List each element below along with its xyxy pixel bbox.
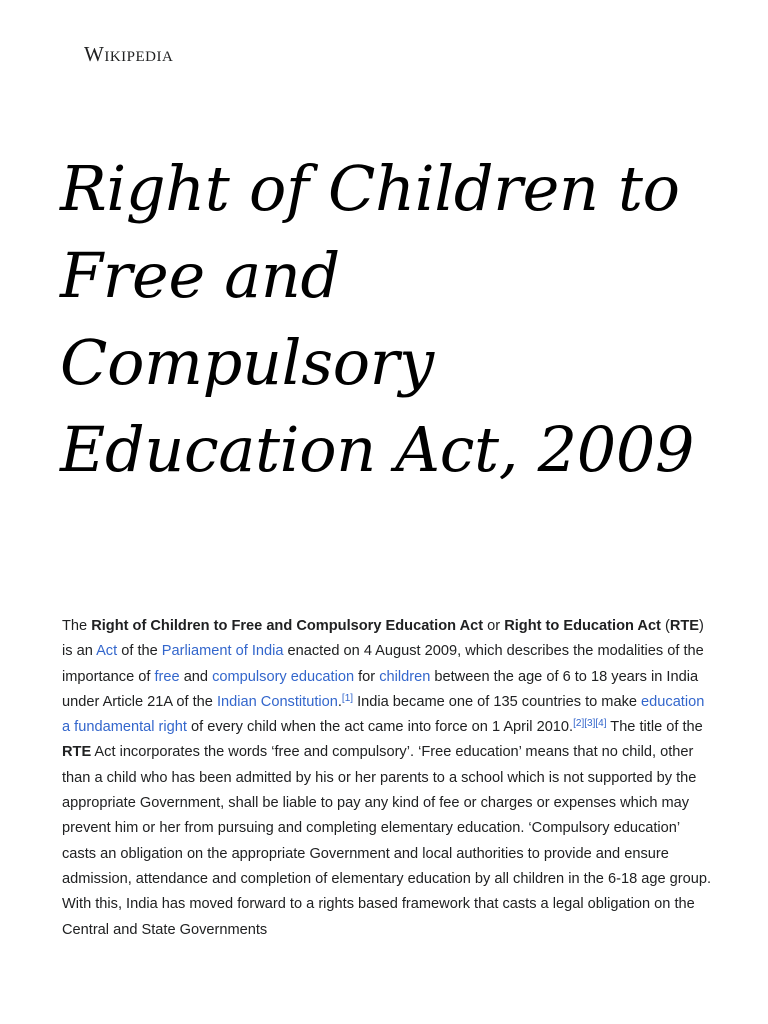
body-text: between the age of 6 to 18 years in India under Article 21A of the xyxy=(62,668,699,710)
link-act[interactable]: Act xyxy=(96,643,118,660)
page-title xyxy=(60,145,720,493)
article-body xyxy=(62,614,712,943)
page-title-line: Education Act, 2009 xyxy=(60,413,695,486)
link-free[interactable]: free xyxy=(154,668,180,685)
reference-4[interactable]: [4] xyxy=(595,718,607,730)
body-text: India became one of 135 countries to make xyxy=(353,693,642,710)
page-title-line: Free and xyxy=(60,239,340,312)
lead-paragraph xyxy=(62,614,712,943)
body-text: Act incorporates the words ‘free and compulsory’. ‘Free education’ means that no child, other than a child who has been admitted by his or her parents to a school which is not supported by the appropriate Government, shall be liable to pay any kind of fee or charges or expenses which may prevent him or her from pursuing and completing elementary education. ‘Compulsory education’ casts an obligation on the appropriate Government and local authorities to provide and ensure admission, attendance and completion of elementary education by all children in the 6-18 age group. With this, India has moved forward to a rights based framework that casts a legal obligation on the Central and State Governments xyxy=(62,744,712,938)
link-children[interactable]: children xyxy=(379,668,431,685)
link-compulsory-education[interactable]: compulsory education xyxy=(212,668,355,685)
bold-term-short-name: Right to Education Act xyxy=(504,618,661,634)
link-parliament-of-india[interactable]: Parliament of India xyxy=(161,643,284,660)
link-indian-constitution[interactable]: Indian Constitution xyxy=(216,693,338,710)
bold-term-act-name: Right of Children to Free and Compulsory Education Act xyxy=(91,618,484,634)
body-text: ) is an xyxy=(62,618,704,660)
reference-3[interactable]: [3] xyxy=(584,718,596,730)
body-text: The title of the xyxy=(606,719,703,736)
body-text: ( xyxy=(660,618,670,634)
body-text: enacted on 4 August 2009, which describes the modalities of the importance of xyxy=(62,643,704,685)
body-text: and xyxy=(179,668,213,685)
page-title-line: Compulsory xyxy=(60,326,434,399)
body-text: of the xyxy=(117,643,162,660)
reference-2[interactable]: [2] xyxy=(573,718,585,730)
link-education-fundamental-right[interactable]: education a fundamental right xyxy=(62,693,705,736)
bold-term-rte: RTE xyxy=(669,618,700,634)
page-title-line: Right of Children to xyxy=(60,152,680,225)
body-text: or xyxy=(483,618,505,634)
wikipedia-logo[interactable]: Wikipedia xyxy=(84,42,174,66)
bold-term-rte: RTE xyxy=(62,744,92,761)
reference-1[interactable]: [1] xyxy=(341,692,354,704)
body-text: of every child when the act came into force on 1 April 2010. xyxy=(186,719,574,736)
body-text: . xyxy=(337,693,342,710)
body-text: The xyxy=(62,618,92,634)
body-text: for xyxy=(354,668,380,685)
